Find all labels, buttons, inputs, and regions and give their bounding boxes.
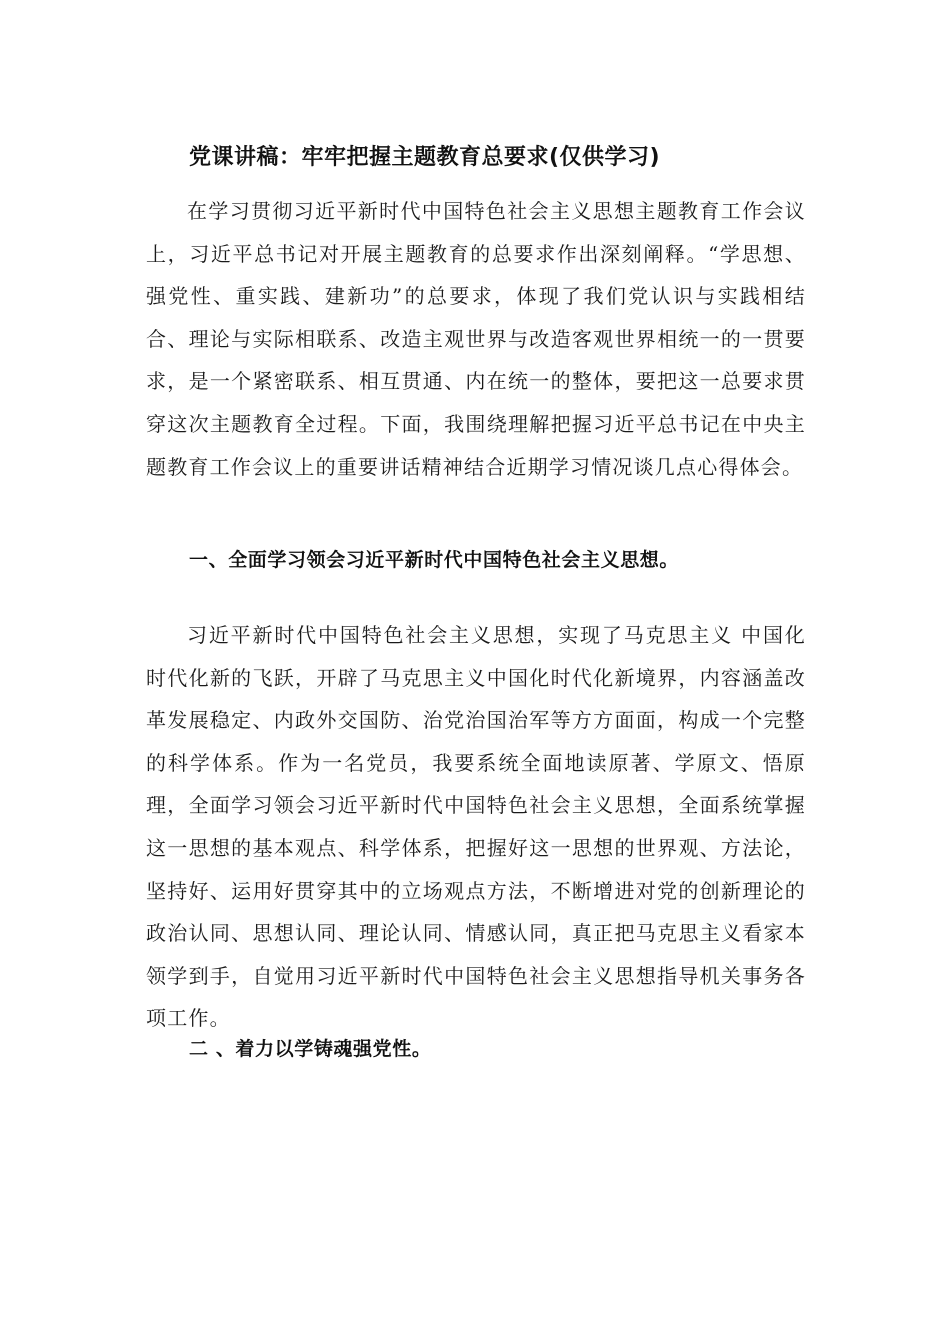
section-heading-2: 二 、着力以学铸魂强党性。 — [189, 1038, 432, 1060]
section-1-paragraph: 习近平新时代中国特色社会主义思想，实现了马克思主义 中国化时代化新的飞跃，开辟了马克思主义中国化时代化新境界，内容涵盖改革发展稳定、内政外交国防、治党治国治军等方方面面，构成一个完整的科学体系。作为一名党员，我要系统全面地读原著、学原文、悟原理，全面学习领会习近平新时代中国特色社会主义思想，全面系统掌握这一思想的基本观点、科学体系，把握好这一思想的世界观、方法论，坚持好、运用好贯穿其中的立场观点方法，不断增进对党的创新理论的政治认同、思想认同、理论认同、情感认同，真正把马克思主义看家本领学到手，自觉用习近平新时代中国特色社会主义思想指导机关事务各项工作。 — [146, 623, 806, 1031]
section-heading-1: 一、全面学习领会习近平新时代中国特色社会主义思想。 — [189, 549, 680, 571]
document-title: 党课讲稿：牢牢把握主题教育总要求(仅供学习) — [189, 145, 661, 170]
intro-paragraph: 在学习贯彻习近平新时代中国特色社会主义思想主题教育工作会议上，习近平总书记对开展主题教育的总要求作出深刻阐释。“学思想、强党性、重实践、建新功”的总要求，体现了我们党认识与实践相结合、理论与实际相联系、改造主观世界与改造客观世界相统一的一贯要求，是一个紧密联系、相互贯通、内在统一的整体，要把这一总要求贯穿这次主题教育全过程。下面，我围绕理解把握习近平总书记在中央主题教育工作会议上的重要讲话精神结合近期学习情况谈几点心得体会。 — [146, 199, 806, 479]
